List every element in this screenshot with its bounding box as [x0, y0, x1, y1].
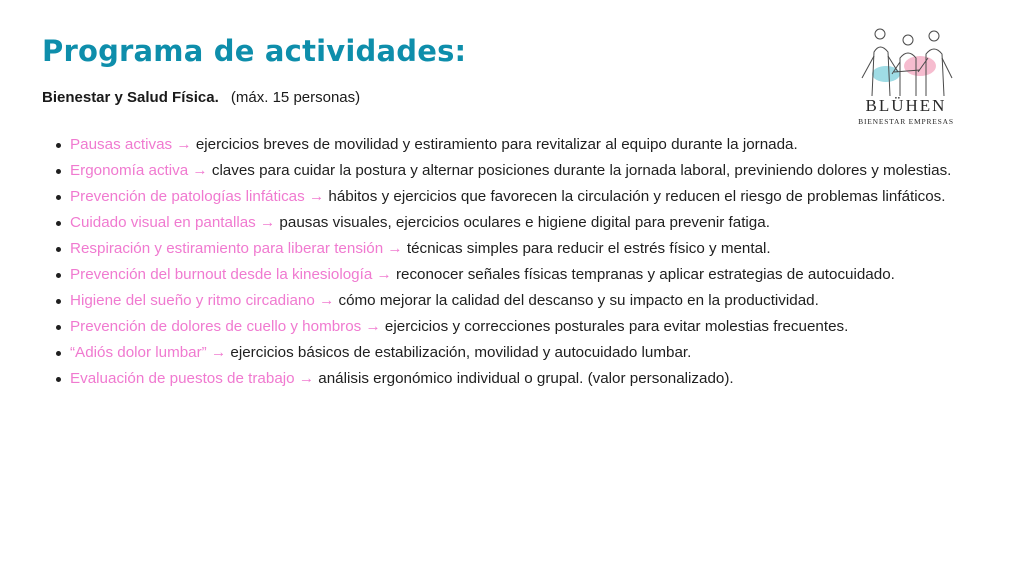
subtitle [42, 89, 360, 106]
arrow-icon: → [298, 370, 315, 387]
list-item [70, 314, 985, 340]
activity-title: Pausas activas [70, 136, 173, 153]
list-item [70, 236, 985, 262]
page-title: Programa de actividades: [42, 34, 467, 68]
activity-title: Cuidado visual en pantallas [70, 214, 256, 231]
list-item [70, 340, 985, 366]
company-logo [850, 22, 962, 130]
activity-title: Evaluación de puestos de trabajo [70, 370, 295, 387]
list-item [70, 210, 985, 236]
subtitle-capacity-note: (máx. 15 personas) [230, 89, 361, 106]
list-item [70, 158, 985, 184]
arrow-icon: → [260, 214, 276, 231]
activity-description: pausas visuales, ejercicios oculares e higiene digital para prevenir fatiga. [279, 214, 770, 231]
logo-tagline: BIENESTAR EMPRESAS [858, 117, 954, 126]
activity-description: ejercicios breves de movilidad y estiramiento para revitalizar al equipo durante la jornada. [195, 136, 798, 153]
list-item [70, 184, 985, 210]
list-item [70, 366, 985, 392]
activity-description: claves para cuidar la postura y alternar posiciones durante la jornada laboral, previniendo dolores y molestias. [211, 162, 952, 179]
arrow-icon: → [376, 266, 392, 283]
activity-description: hábitos y ejercicios que favorecen la circulación y reducen el riesgo de problemas linfáticos. [328, 188, 946, 205]
arrow-icon: → [319, 292, 335, 309]
arrow-icon: → [192, 162, 208, 179]
arrow-icon: → [365, 318, 381, 335]
activity-title: “Adiós dolor lumbar” [70, 344, 207, 361]
activity-description: reconocer señales físicas tempranas y aplicar estrategias de autocuidado. [395, 266, 895, 283]
activity-description: técnicas simples para reducir el estrés físico y mental. [406, 240, 771, 257]
arrow-icon: → [210, 344, 227, 361]
subtitle-program-name: Bienestar y Salud Física. [42, 89, 219, 106]
list-item [70, 262, 985, 288]
activity-description: ejercicios básicos de estabilización, movilidad y autocuidado lumbar. [230, 344, 692, 361]
activity-title: Prevención de patologías linfáticas [70, 188, 305, 205]
activity-description: ejercicios y correcciones posturales para evitar molestias frecuentes. [384, 318, 849, 335]
activity-title: Prevención de dolores de cuello y hombros [70, 318, 362, 335]
list-item [70, 288, 985, 314]
activity-description: análisis ergonómico individual o grupal. (valor personalizado). [318, 370, 734, 387]
activity-title: Respiración y estiramiento para liberar tensión [70, 240, 384, 257]
arrow-icon: → [176, 136, 192, 153]
activity-title: Prevención del burnout desde la kinesiología [70, 266, 373, 283]
activity-description: cómo mejorar la calidad del descanso y su impacto en la productividad. [338, 292, 819, 309]
list-item [70, 132, 985, 158]
activity-title: Ergonomía activa [70, 162, 189, 179]
activity-list [52, 132, 985, 392]
logo-wordmark: BLÜHEN [865, 96, 947, 115]
arrow-icon: → [387, 240, 403, 257]
activity-title: Higiene del sueño y ritmo circadiano [70, 292, 315, 309]
arrow-icon: → [308, 188, 325, 205]
people-illustration-icon [850, 22, 962, 98]
